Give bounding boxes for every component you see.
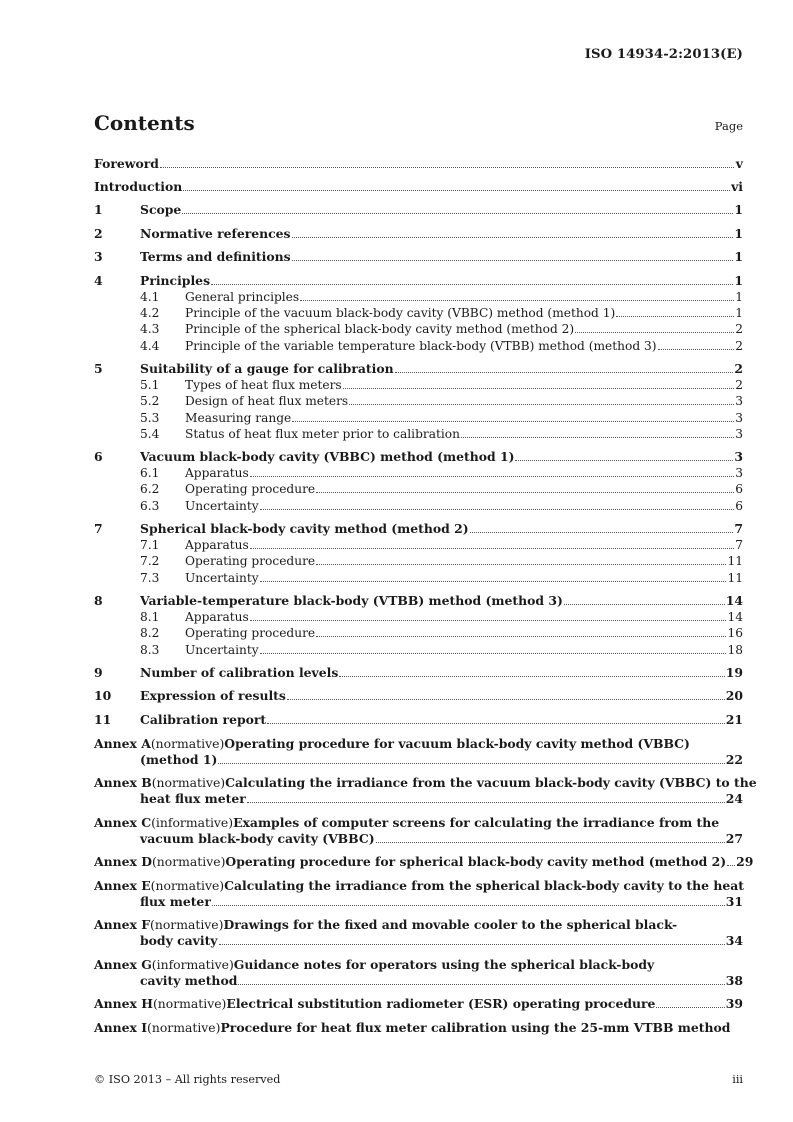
toc-annex[interactable] [94, 957, 743, 989]
subclause-page: 1 [735, 306, 743, 321]
toc-clause[interactable] [94, 449, 743, 465]
leader-dots [727, 865, 735, 866]
toc-annex[interactable] [94, 854, 754, 870]
leader-dots [349, 404, 734, 405]
annex-page: 39 [725, 996, 743, 1012]
toc-subclause[interactable] [94, 305, 743, 321]
clause-label: Calibration report [140, 712, 267, 728]
annex-second-line [94, 831, 743, 847]
clause-page: 20 [725, 688, 743, 704]
subclause-number: 5.1 [140, 377, 160, 392]
subclause-page: 6 [735, 482, 743, 497]
subclause-label: Operating procedure [185, 626, 316, 641]
leader-dots [616, 316, 734, 317]
clause-number: 7 [94, 521, 103, 537]
annex-name: Annex C [94, 814, 152, 830]
leader-dots [316, 564, 726, 565]
leader-dots [470, 532, 734, 533]
subclause-number: 4.3 [140, 322, 160, 337]
toc-clause[interactable] [94, 521, 743, 537]
subclause-label: Types of heat flux meters [185, 377, 342, 392]
clause-page: 21 [725, 712, 743, 728]
clause-page: 2 [734, 360, 743, 376]
subclause-number: 6.3 [140, 498, 160, 513]
annex-name: Annex D [94, 854, 152, 870]
clause-label: Number of calibration levels [140, 664, 339, 680]
subclause-page: 18 [727, 642, 743, 657]
leader-dots [182, 213, 733, 214]
annex-page: 29 [736, 854, 754, 870]
annex-title: Drawings for the fixed and movable cooler to the spherical black- [223, 917, 678, 933]
annex-type: (normative) [150, 917, 224, 933]
annex-title: Procedure for heat flux meter calibration using the 25-mm VTBB method [220, 1019, 731, 1035]
subclause-label: Principle of the vacuum black-body cavity (VBBC) method (method 1) [185, 306, 616, 321]
subclause-number: 5.2 [140, 394, 160, 409]
toc-annex[interactable] [94, 917, 743, 949]
leader-dots [260, 509, 734, 510]
annex-name: Annex E [94, 877, 151, 893]
subclause-label: Apparatus [185, 609, 249, 624]
subclause-page: 14 [727, 609, 743, 624]
toc-annex[interactable] [94, 815, 743, 847]
subclause-label: Apparatus [185, 466, 249, 481]
annex-title: Calculating the irradiance from the spherical black-body cavity to the heat [224, 877, 744, 893]
clause-label: Scope [140, 202, 182, 217]
toc-clause[interactable] [94, 273, 743, 289]
annex-type: (normative) [152, 996, 227, 1012]
toc-subclause[interactable] [94, 642, 743, 658]
subclause-page: 16 [727, 626, 743, 641]
toc-subclause[interactable] [94, 609, 743, 625]
subclause-page: 3 [735, 394, 743, 409]
subclause-number: 5.4 [140, 426, 160, 441]
footer-page-number: iii [732, 1073, 743, 1086]
annex-first-line [94, 878, 743, 894]
annex-page: 34 [725, 933, 743, 949]
clause-page: 1 [734, 225, 743, 241]
subclause-number: 6.2 [140, 482, 160, 497]
subclause-page: 3 [735, 410, 743, 425]
annex-first-line [94, 736, 743, 752]
toc-annex[interactable] [94, 736, 743, 768]
subclause-number: 7.1 [140, 538, 160, 553]
annex-type: (normative) [150, 735, 225, 751]
subclause-label: Uncertainty [185, 570, 259, 585]
toc-entry-label: Foreword [94, 156, 159, 171]
page-title: Contents [94, 111, 195, 135]
clause-number: 3 [94, 249, 103, 265]
annex-type: (normative) [150, 877, 225, 893]
annex-second-line [94, 933, 743, 949]
leader-dots [292, 421, 734, 422]
subclause-page: 3 [735, 466, 743, 481]
subclause-label: Design of heat flux meters [185, 394, 349, 409]
subclause-label: Principle of the spherical black-body cavity method (method 2) [185, 322, 575, 337]
annex-first-line [94, 957, 743, 973]
clause-label: Terms and definitions [140, 249, 291, 265]
annex-second-line [94, 752, 743, 768]
annex-title-continued: body cavity [140, 933, 218, 949]
annex-title: Operating procedure for vacuum black-body cavity method (VBBC) [224, 735, 690, 751]
leader-dots [515, 460, 733, 461]
clause-label: Normative references [140, 225, 291, 241]
annex-title: Guidance notes for operators using the spherical black-body [233, 956, 655, 972]
clause-page: 1 [734, 272, 743, 288]
annex-title: Operating procedure for spherical black-body cavity method (method 2) [225, 854, 727, 870]
leader-dots [656, 1007, 724, 1008]
toc-entry[interactable] [94, 156, 743, 172]
leader-dots [575, 332, 734, 333]
clause-number: 4 [94, 272, 103, 288]
leader-dots [219, 944, 725, 945]
annex-page: 31 [725, 893, 743, 909]
annex-second-line [94, 973, 743, 989]
table-of-contents [94, 156, 757, 1043]
subclause-page: 11 [727, 570, 743, 585]
toc-annex[interactable] [94, 878, 743, 910]
leader-dots [212, 905, 725, 906]
annex-title-continued: flux meter [140, 893, 211, 909]
annex-name: Annex F [94, 917, 151, 933]
annex-name: Annex H [94, 996, 153, 1012]
page-column-label: Page [714, 119, 743, 133]
leader-dots [339, 676, 724, 677]
annex-name: Annex A [94, 735, 151, 751]
clause-label: Variable-temperature black-body (VTBB) method (method 3) [140, 592, 563, 608]
clause-number: 6 [94, 449, 103, 465]
leader-dots [250, 476, 734, 477]
clause-number: 8 [94, 592, 103, 608]
leader-dots [564, 604, 725, 605]
subclause-label: Status of heat flux meter prior to calibration [185, 426, 460, 441]
toc-subclause[interactable] [94, 426, 743, 442]
annex-title: Examples of computer screens for calculating the irradiance from the [233, 814, 720, 830]
toc-entry[interactable] [94, 179, 743, 195]
toc-clause[interactable] [94, 688, 743, 704]
clause-page: 3 [734, 449, 743, 465]
subclause-number: 8.3 [140, 642, 160, 657]
annex-type: (informative) [151, 956, 234, 972]
leader-dots [300, 300, 734, 301]
annex-title-continued: vacuum black-body cavity (VBBC) [140, 830, 375, 846]
leader-dots [238, 984, 724, 985]
annex-name: Annex B [94, 775, 152, 791]
subclause-page: 11 [727, 554, 743, 569]
toc-entry-label: Introduction [94, 179, 183, 194]
annex-title-continued: cavity method [140, 972, 238, 988]
annex-first-line [94, 775, 757, 791]
annex-page: 22 [725, 751, 743, 767]
subclause-label: Uncertainty [185, 642, 259, 657]
clause-number: 10 [94, 688, 112, 704]
clause-number: 5 [94, 360, 103, 376]
subclause-page: 1 [735, 289, 743, 304]
clause-number: 9 [94, 664, 103, 680]
annex-first-line [94, 996, 743, 1012]
subclause-label: Operating procedure [185, 482, 316, 497]
subclause-number: 5.3 [140, 410, 160, 425]
leader-dots [395, 372, 734, 373]
toc-annex[interactable] [94, 1020, 743, 1036]
annex-title: Electrical substitution radiometer (ESR) operating procedure [226, 996, 656, 1012]
toc-subclause[interactable] [94, 570, 743, 586]
subclause-label: Operating procedure [185, 554, 316, 569]
leader-dots [260, 653, 727, 654]
toc-clause[interactable] [94, 665, 743, 681]
annex-type: (informative) [151, 814, 234, 830]
subclause-label: Measuring range [185, 410, 292, 425]
annex-first-line [94, 854, 754, 870]
clause-number: 11 [94, 712, 112, 728]
clause-page: 1 [734, 249, 743, 265]
leader-dots [287, 699, 725, 700]
toc-clause[interactable] [94, 361, 743, 377]
subclause-page: 7 [735, 538, 743, 553]
annex-page: 27 [725, 830, 743, 846]
leader-dots [160, 167, 734, 168]
annex-list [94, 735, 757, 1036]
toc-subclause[interactable] [94, 537, 743, 553]
leader-dots [461, 437, 734, 438]
leader-dots [267, 723, 725, 724]
toc-clause[interactable] [94, 712, 743, 728]
subclause-page: 3 [735, 426, 743, 441]
toc-clause[interactable] [94, 202, 743, 218]
toc-subclause[interactable] [94, 321, 743, 337]
clause-page: 19 [725, 664, 743, 680]
subclause-label: Uncertainty [185, 498, 259, 513]
leader-dots [218, 763, 724, 764]
clause-label: Expression of results [140, 688, 286, 704]
toc-subclause[interactable] [94, 393, 743, 409]
toc-subclause[interactable] [94, 625, 743, 641]
annex-first-line [94, 917, 743, 933]
annex-page: 38 [725, 972, 743, 988]
annex-type: (normative) [147, 1019, 221, 1035]
subclause-number: 7.3 [140, 570, 160, 585]
toc-entry-page: v [735, 156, 743, 171]
leader-dots [658, 349, 734, 350]
copyright-notice: © ISO 2013 – All rights reserved [94, 1073, 281, 1086]
subclause-label: Principle of the variable temperature black-body (VTBB) method (method 3) [185, 338, 657, 353]
clause-label: Suitability of a gauge for calibration [140, 360, 394, 376]
clause-label: Principles [140, 272, 211, 288]
annex-second-line [94, 894, 743, 910]
leader-dots [292, 260, 734, 261]
clause-page: 7 [734, 521, 743, 537]
toc-subclause[interactable] [94, 465, 743, 481]
clause-label: Spherical black-body cavity method (method 2) [140, 521, 469, 537]
leader-dots [247, 802, 725, 803]
annex-second-line [94, 791, 743, 807]
clause-label: Vacuum black-body cavity (VBBC) method (method 1) [140, 449, 515, 465]
toc-subclause[interactable] [94, 498, 743, 514]
annex-title-continued: (method 1) [140, 751, 218, 767]
toc-subclause[interactable] [94, 410, 743, 426]
subclause-page: 6 [735, 498, 743, 513]
annex-name: Annex I [94, 1019, 148, 1035]
leader-dots [376, 842, 725, 843]
clause-page: 14 [725, 592, 743, 608]
clause-number: 2 [94, 225, 103, 241]
subclause-page: 2 [735, 338, 743, 353]
toc-clause[interactable] [94, 593, 743, 609]
annex-title-continued: heat flux meter [140, 791, 246, 807]
toc-clause[interactable] [94, 226, 743, 242]
leader-dots [316, 636, 726, 637]
subclause-label: Apparatus [185, 538, 249, 553]
clause-page: 1 [734, 202, 743, 217]
toc-subclause[interactable] [94, 289, 743, 305]
toc-clause[interactable] [94, 249, 743, 265]
subclause-number: 4.4 [140, 338, 160, 353]
leader-dots [250, 548, 734, 549]
annex-type: (normative) [151, 854, 226, 870]
annex-page: 24 [725, 791, 743, 807]
annex-name: Annex G [94, 956, 152, 972]
document-id: ISO 14934-2:2013(E) [584, 47, 743, 62]
leader-dots [183, 190, 730, 191]
leader-dots [343, 388, 734, 389]
subclause-page: 2 [735, 322, 743, 337]
toc-subclause[interactable] [94, 481, 743, 497]
clause-number: 1 [94, 202, 103, 217]
annex-title: Calculating the irradiance from the vacuum black-body cavity (VBBC) to the [225, 775, 757, 791]
annex-type: (normative) [151, 775, 226, 791]
leader-dots [260, 581, 727, 582]
toc-subclause[interactable] [94, 377, 743, 393]
leader-dots [292, 237, 734, 238]
subclause-number: 8.1 [140, 609, 160, 624]
toc-annex[interactable] [94, 996, 743, 1012]
leader-dots [316, 492, 734, 493]
subclause-number: 6.1 [140, 466, 160, 481]
subclause-number: 4.2 [140, 306, 160, 321]
annex-first-line [94, 815, 743, 831]
subclause-number: 8.2 [140, 626, 160, 641]
toc-annex[interactable] [94, 775, 757, 807]
subclause-number: 4.1 [140, 289, 160, 304]
annex-first-line [94, 1020, 743, 1036]
subclause-number: 7.2 [140, 554, 160, 569]
subclause-label: General principles [185, 289, 300, 304]
subclause-page: 2 [735, 377, 743, 392]
toc-subclause[interactable] [94, 338, 743, 354]
toc-entry-page: vi [731, 179, 743, 194]
toc-subclause[interactable] [94, 553, 743, 569]
leader-dots [211, 284, 733, 285]
leader-dots [250, 620, 727, 621]
